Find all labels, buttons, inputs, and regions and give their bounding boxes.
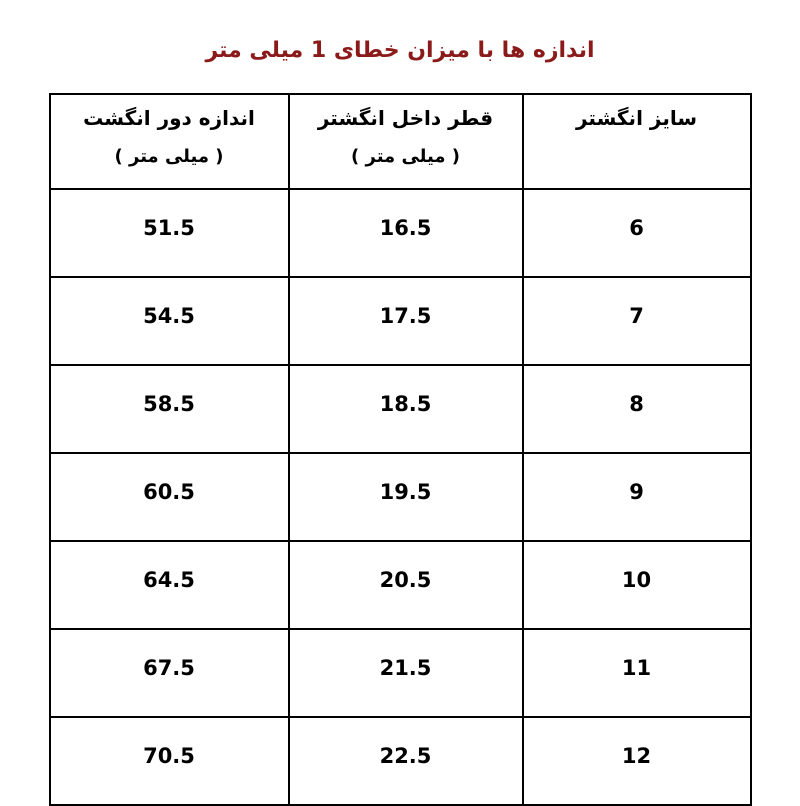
table-row <box>50 629 751 717</box>
table-row <box>50 189 751 277</box>
table-row <box>50 365 751 453</box>
cell-ring-size: 9 <box>523 453 751 541</box>
cell-inner-diameter: 20.5 <box>289 541 523 629</box>
cell-circumference: 51.5 <box>50 189 289 277</box>
cell-inner-diameter: 18.5 <box>289 365 523 453</box>
cell-inner-diameter: 22.5 <box>289 717 523 805</box>
cell-circumference: 64.5 <box>50 541 289 629</box>
cell-ring-size: 10 <box>523 541 751 629</box>
table-row <box>50 717 751 805</box>
cell-ring-size: 6 <box>523 189 751 277</box>
table-header-row <box>50 94 751 189</box>
cell-inner-diameter: 16.5 <box>289 189 523 277</box>
cell-circumference: 70.5 <box>50 717 289 805</box>
cell-circumference: 54.5 <box>50 277 289 365</box>
column-header-ring-size <box>523 94 751 189</box>
cell-circumference: 67.5 <box>50 629 289 717</box>
column-header-unit: ( میلی متر ) <box>351 146 460 167</box>
cell-circumference: 58.5 <box>50 365 289 453</box>
column-header-label: اندازه دور انگشت <box>83 106 255 130</box>
column-header-inner-diameter <box>289 94 523 189</box>
cell-inner-diameter: 17.5 <box>289 277 523 365</box>
column-header-label: قطر داخل انگشتر <box>317 106 494 130</box>
cell-ring-size: 12 <box>523 717 751 805</box>
cell-inner-diameter: 19.5 <box>289 453 523 541</box>
cell-ring-size: 7 <box>523 277 751 365</box>
cell-ring-size: 8 <box>523 365 751 453</box>
column-header-label: سایز انگشتر <box>575 106 698 130</box>
cell-ring-size: 11 <box>523 629 751 717</box>
cell-inner-diameter: 21.5 <box>289 629 523 717</box>
page-title: اندازه ها با میزان خطای 1 میلی متر <box>205 38 595 63</box>
table-row <box>50 277 751 365</box>
table-row <box>50 541 751 629</box>
column-header-circumference <box>50 94 289 189</box>
cell-circumference: 60.5 <box>50 453 289 541</box>
ring-size-table <box>49 93 752 806</box>
table-row <box>50 453 751 541</box>
column-header-unit: ( میلی متر ) <box>114 146 224 167</box>
